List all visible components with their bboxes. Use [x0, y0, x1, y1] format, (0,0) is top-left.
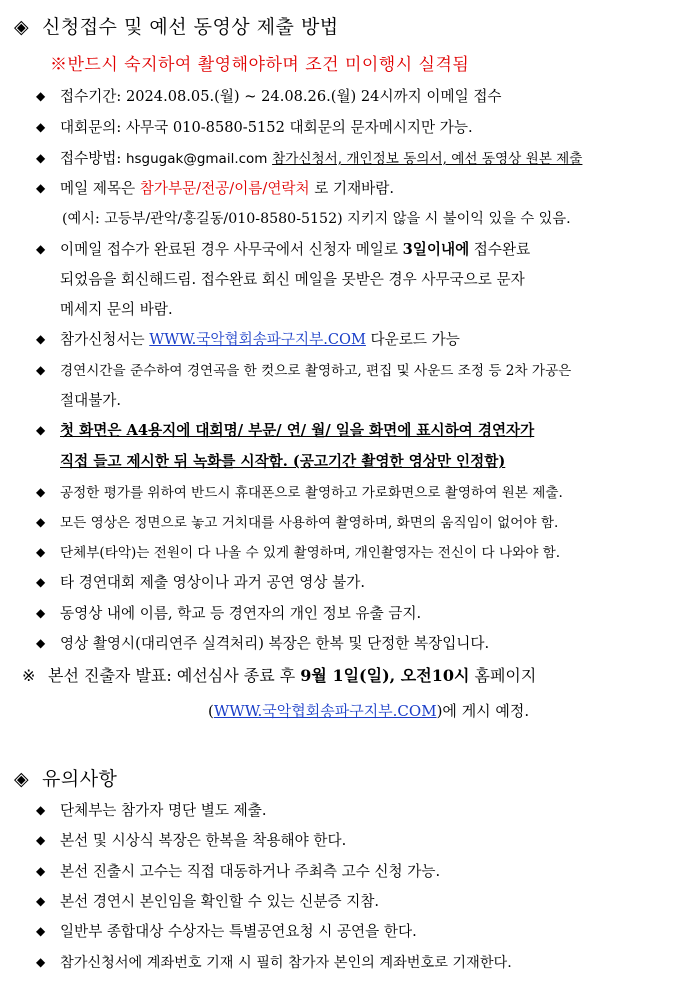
bullet-icon: ◆	[36, 485, 46, 499]
note-item: ◆ 본선 진출시 고수는 직접 대동하거나 주최측 고수 신청 가능.	[36, 857, 670, 886]
bullet-icon: ◆	[36, 181, 46, 195]
diamond-icon: ◈	[14, 16, 30, 38]
note-item: ◆ 본선 및 시상식 복장은 한복을 착용해야 한다.	[36, 826, 670, 855]
bullet-icon: ◆	[36, 120, 46, 134]
bullet-icon: ◆	[36, 363, 46, 377]
section-title: 유의사항	[42, 768, 118, 790]
bullet-icon: ◆	[36, 924, 46, 938]
bullet-subject: ◆ 메일 제목은 참가부문/전공/이름/연락처 로 기재바람.	[36, 174, 670, 203]
bullet-icon: ◆	[36, 151, 46, 165]
bullet-icon: ◆	[36, 894, 46, 908]
bullet-icon: ◆	[36, 803, 46, 817]
bullet-icon: ◆	[36, 242, 46, 256]
announcement: ※ 본선 진출자 발표: 예선심사 종료 후 9월 1일(일), 오전10시 홈페이지	[22, 661, 536, 691]
bullet-time: ◆ 경연시간을 준수하여 경연곡을 한 컷으로 촬영하고, 편집 및 사운드 조정 등 2차 가공은	[36, 356, 670, 386]
bullet-first-screen: ◆ 첫 화면은 A4용지에 대회명/ 부문/ 연/ 월/ 일을 화면에 표시하여 경연자가	[36, 416, 670, 445]
bullet-dress: ◆ 영상 촬영시(대리연주 실격처리) 복장은 한복 및 단정한 복장입니다.	[36, 629, 670, 658]
bullet-other: ◆ 타 경연대회 제출 영상이나 과거 공연 영상 불가.	[36, 568, 670, 597]
bullet-contact: ◆ 대회문의: 사무국 010-8580-5152 대회문의 문자메시지만 가능.	[36, 113, 670, 142]
bullet-icon: ◆	[36, 545, 46, 559]
note-item: ◆ 단체부는 참가자 명단 별도 제출.	[36, 796, 670, 825]
bullet-icon: ◆	[36, 575, 46, 589]
announcement-line-2: (WWW.국악협회송파구지부.COM)에 게시 예정.	[208, 702, 530, 720]
announce-homepage-link[interactable]: WWW.국악협회송파구지부.COM	[213, 702, 437, 720]
note-item: ◆ 본선 경연시 본인임을 확인할 수 있는 신분증 지참.	[36, 887, 670, 916]
announce-date: 9월 1일(일), 오전10시	[300, 666, 470, 685]
bullet-period: ◆ 접수기간: 2024.08.05.(월) ~ 24.08.26.(월) 24시까지 이메일 접수	[36, 82, 670, 111]
bullet-icon: ◆	[36, 515, 46, 529]
bullet-icon: ◆	[36, 89, 46, 103]
bullet-front: ◆ 모든 영상은 정면으로 놓고 거치대를 사용하여 촬영하며, 화면의 움직임이 없어야 함.	[36, 508, 670, 538]
reply-line-2: 되었음을 회신해드림. 접수완료 회신 메일을 못받은 경우 사무국으로 문자	[60, 271, 525, 288]
bullet-icon: ◆	[36, 955, 46, 969]
bullet-group: ◆ 단체부(타악)는 전원이 다 나올 수 있게 촬영하며, 개인촬영자는 전신이 다 나와야 함.	[36, 538, 670, 568]
bullet-icon: ◆	[36, 423, 46, 437]
reply-line-3: 메세지 문의 바람.	[60, 301, 173, 318]
bullet-privacy: ◆ 동영상 내에 이름, 학교 등 경연자의 개인 정보 유출 금지.	[36, 599, 670, 628]
first-screen-line-2: 직접 들고 제시한 뒤 녹화를 시작함. (공고기간 촬영한 영상만 인정함)	[60, 453, 506, 470]
note-item: ◆ 참가신청서에 계좌번호 기재 시 필히 참가자 본인의 계좌번호로 기재한다.	[36, 948, 670, 978]
section-title: 신청접수 및 예선 동영상 제출 방법	[42, 16, 339, 38]
bullet-form: ◆ 참가신청서는 WWW.국악협회송파구지부.COM 다운로드 가능	[36, 325, 670, 354]
bullet-fair: ◆ 공정한 평가를 위하여 반드시 휴대폰으로 촬영하고 가로화면으로 촬영하여 원본 제출.	[36, 478, 670, 508]
subject-format: 참가부문/전공/이름/연락처	[139, 180, 310, 197]
diamond-icon: ◈	[14, 768, 30, 790]
bullet-icon: ◆	[36, 636, 46, 650]
email-address: hsgugak@gmail.com	[125, 151, 268, 167]
bullet-icon: ◆	[36, 606, 46, 620]
reference-mark-icon: ※	[22, 666, 36, 685]
bullet-method: ◆ 접수방법: hsgugak@gmail.com 참가신청서, 개인정보 동의서, 예선 동영상 원본 제출	[36, 144, 670, 174]
homepage-link[interactable]: WWW.국악협회송파구지부.COM	[149, 331, 366, 348]
bullet-icon: ◆	[36, 332, 46, 346]
bullet-reply: ◆ 이메일 접수가 완료된 경우 사무국에서 신청자 메일로 3일이내에 접수완료	[36, 235, 670, 264]
section-heading-notes	[14, 764, 117, 791]
subject-example: (예시: 고등부/관악/홍길동/010-8580-5152) 지키지 않을 시 불이익 있을 수 있음.	[62, 211, 571, 227]
required-docs: 참가신청서, 개인정보 동의서, 예선 동영상 원본 제출	[272, 151, 583, 167]
warning-note: ※반드시 숙지하여 촬영해야하며 조건 미이행시 실격됨	[50, 55, 470, 75]
time-line-2: 절대불가.	[60, 392, 122, 409]
note-item: ◆ 일반부 종합대상 수상자는 특별공연요청 시 공연을 한다.	[36, 917, 670, 946]
bullet-icon: ◆	[36, 864, 46, 878]
section-heading-application	[14, 12, 339, 39]
bullet-icon: ◆	[36, 833, 46, 847]
